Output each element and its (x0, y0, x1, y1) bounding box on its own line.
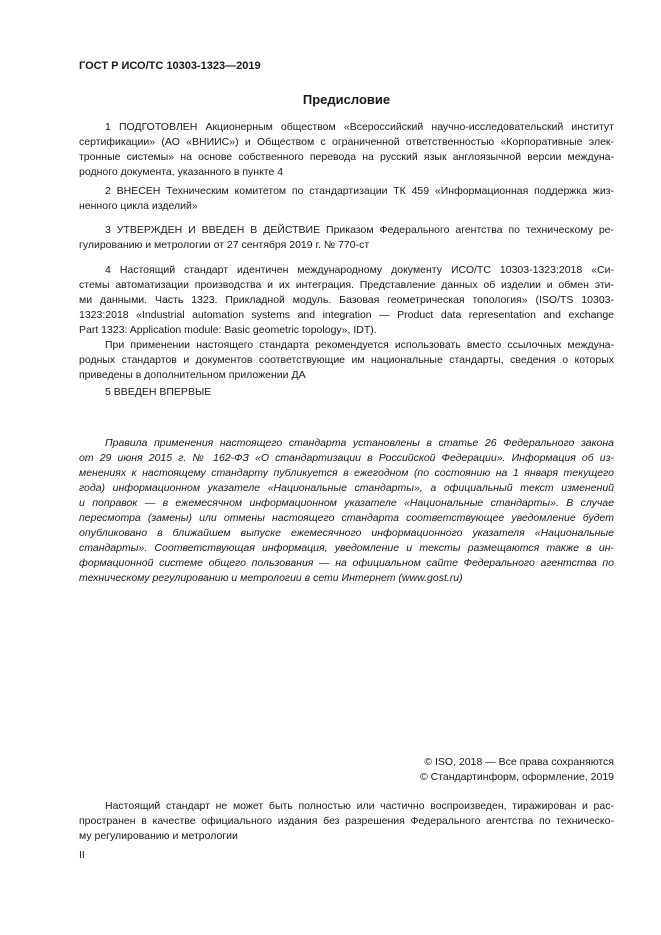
text-line: опубликовано в ближайшем выпуске ежемесячного информационного указателя «Национальные (79, 527, 614, 539)
document-code: ГОСТ Р ИСО/ТС 10303-1323—2019 (79, 60, 261, 72)
text-line: сертификации» (АО «ВНИИС») и Обществом с ограниченной ответственностью «Корпоративные элек- (79, 136, 614, 148)
item-2 (79, 184, 614, 214)
text-line: пространен в качестве официального издания без разрешения Федерального агентства по техническо- (79, 815, 614, 827)
item-1 (79, 120, 614, 180)
item-4 (79, 263, 614, 383)
text-line: от 29 июня 2015 г. № 162-ФЗ «О стандартизации в Российской Федерации». Информация об из- (79, 452, 614, 464)
text-line: стандарты». Соответствующая информация, уведомление и тексты размещаются также в ин- (79, 542, 614, 554)
reproduction-notice (79, 799, 614, 844)
text-line: менениях к настоящему стандарту публикуется в ежегодном (по состоянию на 1 января текущего (79, 467, 614, 479)
item-5 (79, 385, 614, 400)
rules-note (79, 436, 614, 586)
text-line: пересмотра (замены) или отмены настоящего стандарта соответствующее уведомление будет (79, 512, 614, 524)
page-title: Предисловие (302, 92, 391, 107)
text-line: Part 1323: Application module: Basic geometric topology», IDT). (79, 324, 377, 336)
text-line: гулированию и метрологии от 27 сентября 2019 г. № 770-ст (79, 239, 370, 251)
text-line: 5 ВВЕДЕН ВПЕРВЫЕ (105, 386, 212, 398)
text-line: родного документа, указанного в пункте 4 (79, 166, 284, 178)
text-line: формационной системе общего пользования — на официальном сайте Федерального агентства по (79, 557, 614, 569)
text-line: года) информационном указателе «Национальные стандарты», а официальный текст изменений (79, 482, 614, 494)
text-line: 2 ВНЕСЕН Техническим комитетом по стандартизации ТК 459 «Информационная поддержка жиз- (105, 185, 614, 197)
text-line: тронные системы» на основе собственного перевода на русский язык англоязычной версии междуна- (79, 151, 614, 163)
text-line: му регулированию и метрологии (79, 830, 238, 842)
text-line: 1323:2018 «Industrial automation systems and integration — Product data representation and exchange (79, 309, 614, 321)
text-line: и поправок — в ежемесячном информационном указателе «Национальные стандарты». В случае (79, 497, 614, 509)
copyright-iso: © ISO, 2018 — Все права сохраняются (424, 756, 614, 768)
text-line: ми данными. Часть 1323. Прикладной модуль. Базовая геометрическая топология» (ISO/TS 10303- (79, 294, 614, 306)
copyright (420, 755, 614, 785)
text-line: родных стандартов и документов соответствующие им национальные стандарты, сведения о которых (79, 354, 614, 366)
text-line: приведены в дополнительном приложении ДА (79, 369, 306, 381)
text-line: стемы автоматизации производства и их интеграция. Представление данных об изделии и обмен эти- (79, 279, 614, 291)
item-3 (79, 223, 614, 253)
text-line: 4 Настоящий стандарт идентичен международному документу ИСО/ТС 10303-1323:2018 «Си- (105, 264, 614, 276)
text-line: При применении настоящего стандарта рекомендуется использовать вместо ссылочных междуна- (105, 339, 614, 351)
page-number: II (79, 849, 85, 861)
text-line: ненного цикла изделий» (79, 200, 198, 212)
text-line: 1 ПОДГОТОВЛЕН Акционерным обществом «Всероссийский научно-исследовательский институт (105, 121, 614, 133)
text-line: Правила применения настоящего стандарта установлены в статье 26 Федерального закона (105, 437, 614, 449)
copyright-publisher: © Стандартинформ, оформление, 2019 (419, 771, 614, 783)
text-line: 3 УТВЕРЖДЕН И ВВЕДЕН В ДЕЙСТВИЕ Приказом Федерального агентства по техническому ре- (105, 224, 614, 236)
text-line: Настоящий стандарт не может быть полностью или частично воспроизведен, тиражирован и рас- (105, 800, 614, 812)
text-line: техническому регулированию и метрологии в сети Интернет (www.gost.ru) (79, 572, 463, 584)
